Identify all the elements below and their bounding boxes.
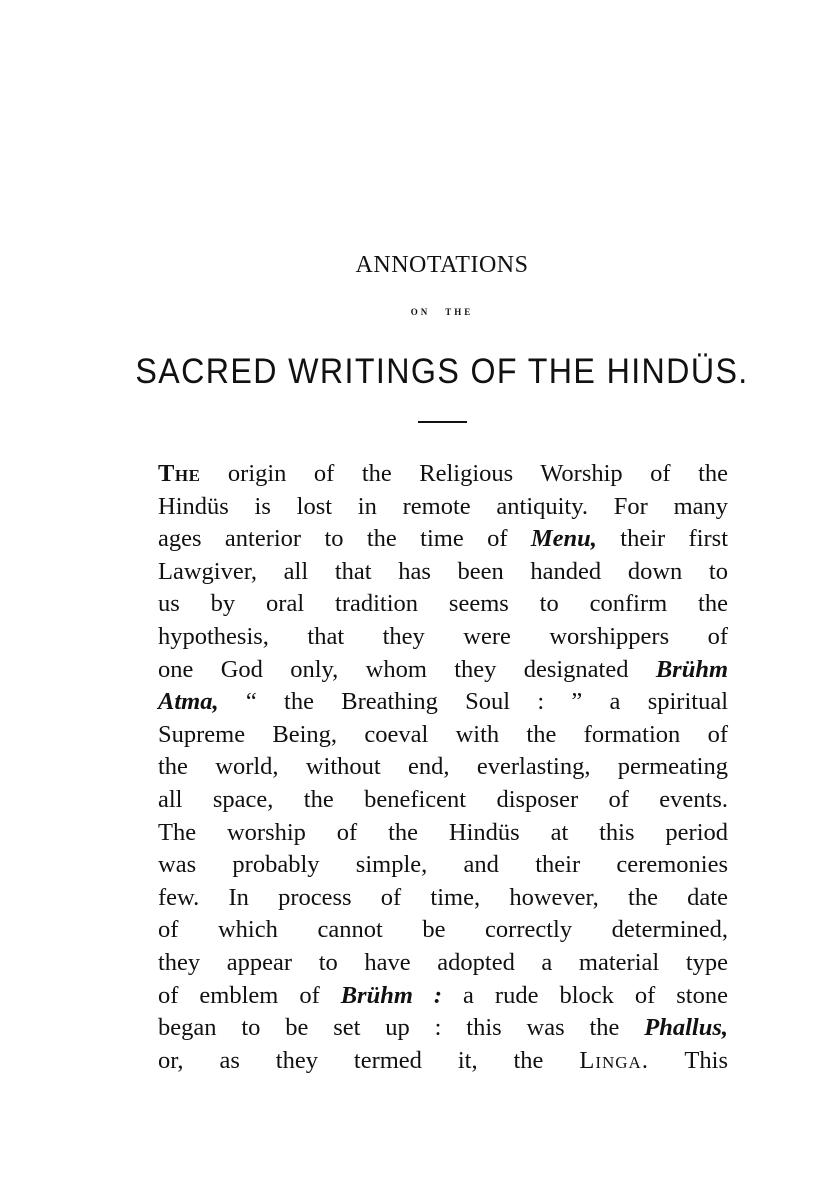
text-line-1 [158, 458, 728, 491]
opening-word: The [158, 460, 201, 487]
text-segment: Supreme Being, coeval with the formation of [158, 720, 728, 748]
text-line-9 [158, 719, 728, 752]
text-segment: was probably simple, and their ceremonies [158, 851, 728, 879]
body-text [158, 458, 728, 1077]
text-line-19 [158, 1045, 728, 1078]
text-line-7 [158, 654, 728, 687]
text-line-16 [158, 947, 728, 980]
text-line-17 [158, 980, 728, 1013]
text-line-3 [158, 523, 728, 556]
text-line-18 [158, 1012, 728, 1045]
heading-annotations: ANNOTATIONS [355, 252, 529, 278]
emphasis-menu: Menu, [530, 525, 597, 553]
heading-sacred-writings: SACRED WRITINGS OF THE HINDÜS. [135, 352, 749, 391]
text-line-11 [158, 784, 728, 817]
text-segment: the world, without end, everlasting, permeating [158, 753, 728, 781]
text-segment: hypothesis, that they were worshippers of [158, 622, 728, 650]
emphasis-bruhm: Brühm [655, 655, 728, 683]
text-line-15 [158, 914, 728, 947]
text-segment: of emblem of [158, 981, 341, 1009]
text-segment: began to be set up : this was the [158, 1014, 645, 1042]
heading-on-the: ON THE [410, 307, 474, 317]
text-segment: us by oral tradition seems to confirm the [158, 590, 728, 618]
emphasis-atma: Atma, [158, 688, 219, 716]
emphasis-linga: Linga. [579, 1046, 649, 1074]
text-segment: few. In process of time, however, the date [158, 883, 728, 911]
text-line-2 [158, 491, 728, 524]
text-segment: one God only, whom they designated [158, 655, 656, 683]
text-segment: a rude block of stone [442, 981, 728, 1009]
text-line-5 [158, 588, 728, 621]
text-line-4 [158, 556, 728, 589]
text-segment: Hindüs is lost in remote antiquity. For many [158, 492, 728, 520]
text-line-6 [158, 621, 728, 654]
text-segment: “ the Breathing Soul : ” a spiritual [218, 688, 728, 716]
emphasis-bruhm-2: Brühm : [340, 981, 443, 1009]
text-line-8 [158, 686, 728, 719]
text-line-10 [158, 751, 728, 784]
text-segment: origin of the Religious Worship of the [200, 460, 728, 487]
text-line-12 [158, 817, 728, 850]
text-line-14 [158, 882, 728, 915]
text-segment: of which cannot be correctly determined, [158, 916, 728, 944]
text-segment: This [648, 1046, 728, 1074]
text-segment: ages anterior to the time of [158, 525, 531, 553]
text-segment: they appear to have adopted a material type [158, 948, 728, 976]
emphasis-phallus: Phallus, [644, 1014, 728, 1042]
divider-rule [418, 421, 467, 423]
text-segment: Lawgiver, all that has been handed down to [158, 557, 728, 585]
text-segment: their first [596, 525, 728, 553]
text-segment: The worship of the Hindüs at this period [158, 818, 728, 846]
text-line-13 [158, 849, 728, 882]
text-segment: all space, the beneficent disposer of events. [158, 785, 728, 813]
text-segment: or, as they termed it, the [158, 1046, 580, 1074]
